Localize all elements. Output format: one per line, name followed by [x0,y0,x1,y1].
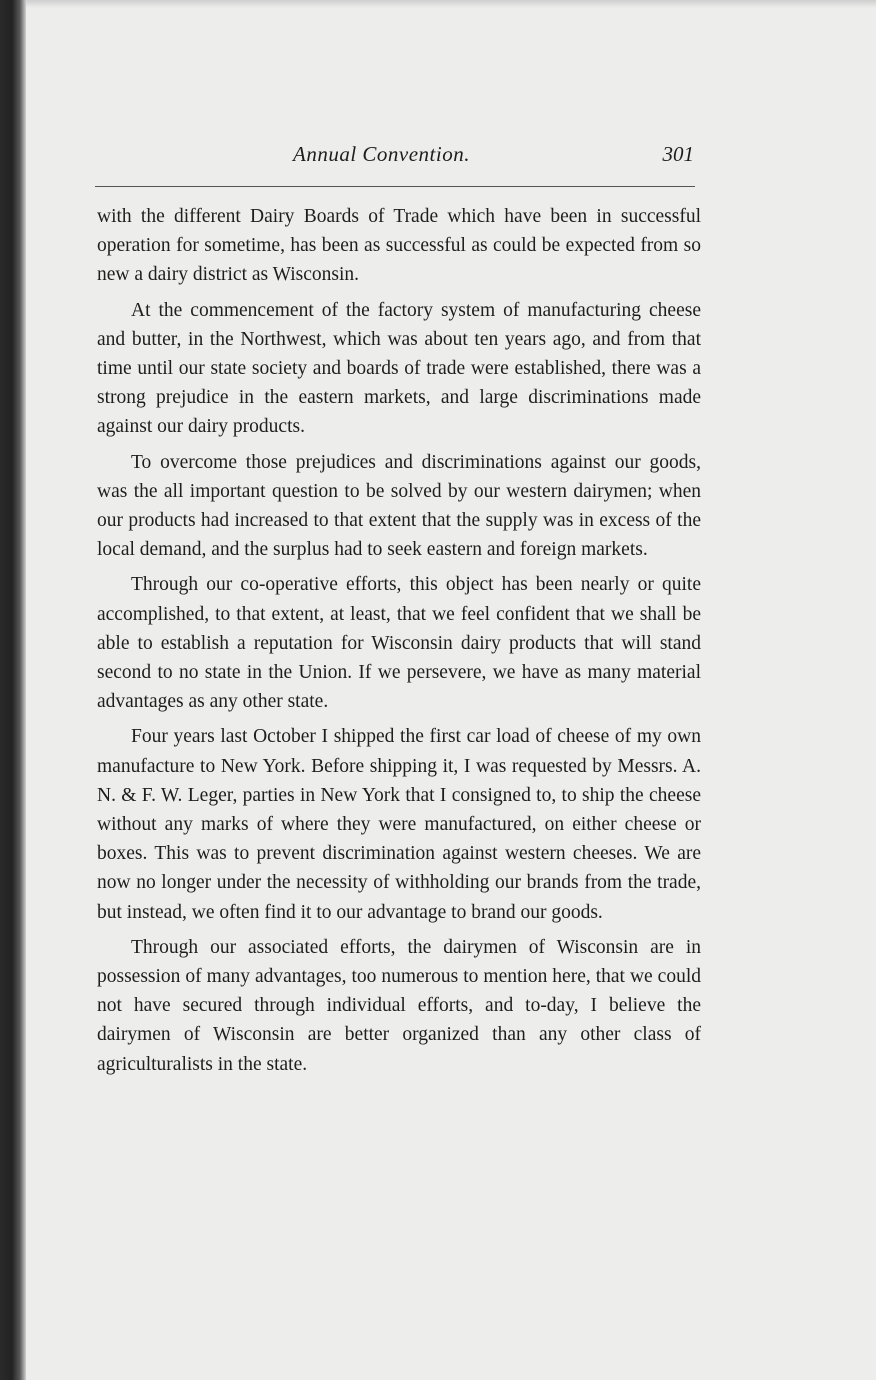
body-text [97,202,701,1085]
running-title: Annual Convention. [293,142,470,166]
page-header [95,142,700,176]
paragraph: Through our associated efforts, the dairymen of Wisconsin are in possession of many advantages, too numerous to mention here, that we could not have secured through individual efforts, and to-day, I believe the dairymen of Wisconsin are better organized than any other class of agriculturalists in the state. [97,936,701,1075]
paragraph: Four years last October I shipped the first car load of cheese of my own manufacture to New York. Before shipping it, I was requested by Messrs. A. N. & F. W. Leger, parties in New York that I consigned to, to ship the cheese without any marks of where they were manufactured, on either cheese or boxes. This was to prevent discrimination against western cheeses. We are now no longer under the necessity of withholding our brands from the trade, but instead, we often find it to our advantage to brand our goods. [97,726,701,923]
header-rule [95,186,695,187]
book-spine-shadow [0,0,26,1380]
paragraph: Through our co-operative efforts, this object has been nearly or quite accomplished, to that extent, at least, that we feel confident that we shall be able to establish a reputation for Wisconsin dairy products that will stand second to no state in the Union. If we persevere, we have as many material advantages as any other state. [97,574,701,713]
page-number: 301 [662,142,694,166]
paragraph: At the commencement of the factory system of manufacturing cheese and butter, in the Northwest, which was about ten years ago, and from that time until our state society and boards of trade were established, there was a strong prejudice in the eastern markets, and large discriminations made against our dairy products. [97,299,701,438]
page-top-shadow [26,0,876,8]
paragraph: To overcome those prejudices and discriminations against our goods, was the all important question to be solved by our western dairymen; when our products had increased to that extent that the supply was in excess of the local demand, and the surplus had to seek eastern and foreign markets. [97,451,701,561]
paragraph: with the different Dairy Boards of Trade which have been in successful operation for sometime, has been as successful as could be expected from so new a dairy district as Wisconsin. [97,206,701,286]
